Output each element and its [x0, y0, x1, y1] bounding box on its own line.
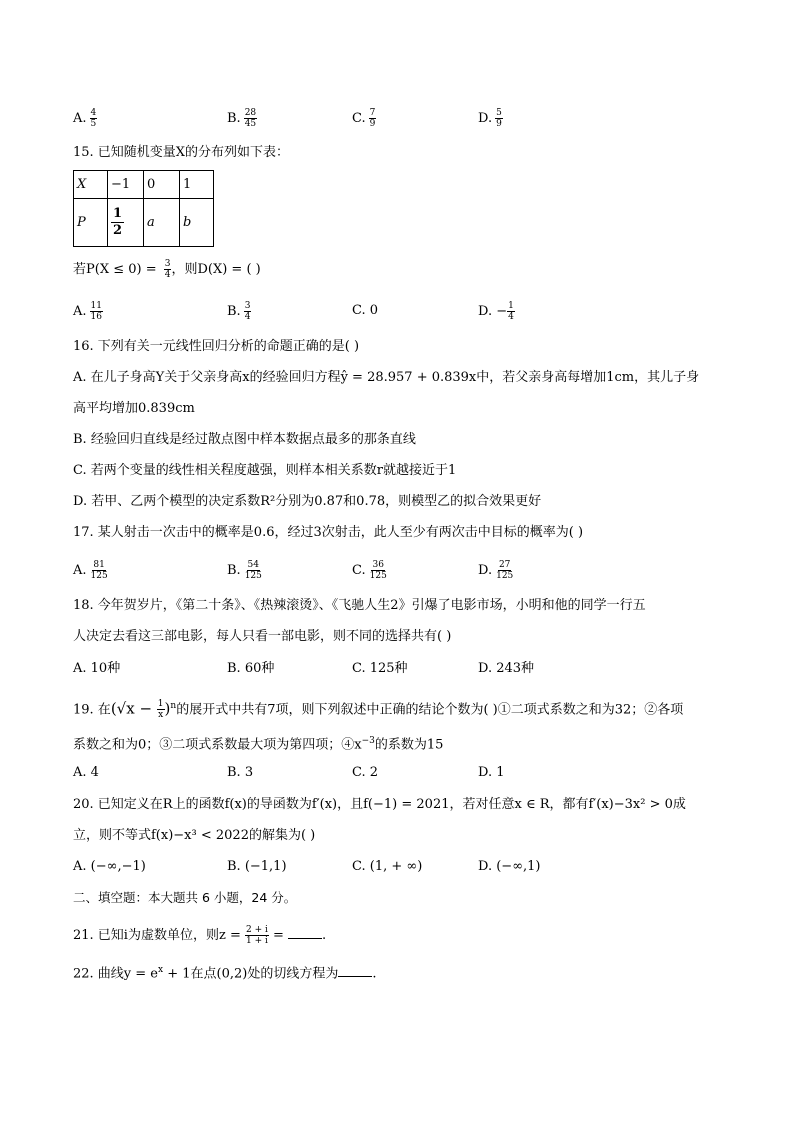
option-label: C. [352, 563, 366, 578]
fraction-numerator: 3 [164, 259, 171, 269]
fraction-denominator: 125 [90, 571, 108, 581]
q20-option-d: D. (−∞,1) [478, 859, 541, 874]
table-cell: a [144, 199, 180, 247]
option-label: A. [73, 111, 87, 126]
binomial-expression: (√x − [110, 699, 157, 718]
stem-text: = [268, 928, 289, 943]
fraction [244, 108, 257, 129]
fraction-numerator: 36 [372, 560, 384, 570]
distribution-table [73, 170, 214, 247]
q17-stem: 17. 某人射击一次击中的概率是0.6，经过3次射击，此人至少有两次击中目标的概率为( ) [73, 525, 584, 540]
q22-stem [73, 960, 376, 984]
fraction-numerator: 81 [93, 560, 105, 570]
stem-text: 的系数为15 [374, 737, 444, 753]
fraction-numerator: 1 [113, 206, 123, 221]
q18-option-c: C. 125种 [352, 661, 408, 676]
q17-option-b [227, 560, 263, 581]
fraction-numerator: 54 [247, 560, 259, 570]
fraction-numerator: 1 [508, 301, 514, 311]
fraction-denominator: 2 [113, 223, 123, 238]
q16-option-a-line1: A. 在儿子身高Y关于父亲身高x的经验回归方程ŷ = 28.957 + 0.839x中，若父亲身高每增加1cm，其儿子身 [73, 370, 700, 385]
section-heading: 二、填空题：本大题共 6 小题，24 分。 [73, 890, 297, 905]
table-cell: b [180, 199, 214, 247]
option-label: A. [73, 563, 87, 578]
stem-text: 22. 曲线y = e [73, 966, 159, 982]
fraction-denominator: 4 [164, 270, 171, 280]
fraction [507, 301, 515, 322]
table-cell: −1 [108, 171, 144, 199]
fraction-numerator: 3 [244, 301, 251, 311]
fraction [157, 699, 165, 720]
q15-option-d [478, 301, 515, 322]
q16-option-c: C. 若两个变量的线性相关程度越强，则样本相关系数r就越接近于1 [73, 463, 457, 478]
q16-option-a-line2: 高平均增加0.839cm [73, 401, 195, 416]
fraction [90, 560, 109, 581]
q18-option-b: B. 60种 [227, 661, 275, 676]
table-cell [108, 199, 144, 247]
q19-stem-line2 [73, 731, 443, 755]
fraction-numerator: 27 [498, 560, 511, 570]
fraction-denominator: 5 [90, 119, 97, 129]
option-label: B. [227, 304, 241, 319]
table-row [74, 199, 214, 247]
q15-option-b [227, 301, 251, 322]
fraction-numerator: 28 [244, 108, 257, 118]
q20-stem-line2: 立，则不等式f(x)−x³ < 2022的解集为( ) [73, 828, 316, 843]
binomial-expression-close: ) [164, 699, 171, 718]
table-row [74, 171, 214, 199]
fraction [495, 108, 503, 129]
q18-stem-line1: 18. 今年贺岁片，《第二十条》、《热辣滚烫》、《飞驰人生2》引爆了电影市场，小明和他的同学一行五 [73, 598, 646, 613]
fraction-numerator: 1 [157, 699, 164, 710]
fraction-denominator: 1 + i [245, 936, 268, 946]
q15-stem: 15. 已知随机变量X的分布列如下表： [73, 145, 290, 160]
stem-text: 19. 在 [73, 702, 111, 718]
fraction-denominator: 45 [244, 119, 257, 129]
answer-blank[interactable] [288, 926, 322, 939]
fraction [495, 560, 514, 581]
fraction-denominator: x [158, 710, 164, 721]
fraction [111, 206, 124, 239]
fraction-numerator: 2 + i [245, 925, 268, 935]
q17-option-d [478, 560, 514, 581]
answer-blank[interactable] [338, 964, 372, 977]
q20-option-a: A. (−∞,−1) [73, 859, 146, 874]
stem-text: 21. 已知i为虚数单位，则z = [73, 928, 245, 943]
stem-text: 系数之和为0；③二项式系数最大项为第四项；④x [73, 737, 362, 753]
q15-condition [73, 259, 261, 280]
q14-option-b [227, 108, 257, 129]
fraction-denominator: 16 [90, 312, 102, 322]
q14-option-a [73, 108, 97, 129]
fraction-denominator: 125 [496, 571, 514, 581]
option-label: C. [352, 111, 366, 126]
option-label: D. − [478, 304, 508, 319]
stem-text: . [372, 966, 377, 982]
exponent: x [158, 965, 164, 975]
option-label: B. [227, 111, 241, 126]
q19-option-d: D. 1 [478, 765, 505, 780]
q16-option-d: D. 若甲、乙两个模型的决定系数R²分别为0.87和0.78，则模型乙的拟合效果更好 [73, 494, 542, 509]
q14-option-d [478, 108, 503, 129]
fraction-numerator: 4 [90, 108, 97, 118]
q15-option-c: C. 0 [352, 303, 379, 318]
table-cell: P [74, 199, 108, 247]
table-cell: X [74, 171, 108, 199]
fraction [369, 108, 377, 129]
exponent: n [170, 701, 177, 711]
q21-stem [73, 925, 326, 946]
stem-text: + 1在点(0,2)处的切线方程为 [163, 966, 339, 982]
q16-option-b: B. 经验回归直线是经过散点图中样本数据点最多的那条直线 [73, 432, 416, 447]
option-label: D. [478, 111, 493, 126]
q18-option-d: D. 243种 [478, 661, 535, 676]
fraction-denominator: 125 [244, 571, 262, 581]
fraction [90, 108, 98, 129]
condition-text: 若P(X ≤ 0) = [73, 262, 161, 277]
exponent: −3 [361, 736, 375, 746]
fraction-denominator: 125 [369, 571, 387, 581]
table-cell: 0 [144, 171, 180, 199]
fraction [369, 560, 388, 581]
stem-text: 的展开式中共有7项，则下列叙述中正确的结论个数为( )①二项式系数之和为32；②各项 [176, 702, 684, 718]
fraction [244, 560, 263, 581]
q17-option-c [352, 560, 388, 581]
q19-stem-line1 [73, 696, 683, 720]
fraction-denominator: 4 [508, 312, 514, 322]
q20-stem-line1: 20. 已知定义在R上的函数f(x)的导函数为f′(x)，且f(−1) = 2021，若对任意x ∈ R，都有f′(x)−3x² > 0成 [73, 797, 686, 812]
condition-text: ，则D(X) = ( ) [171, 262, 261, 277]
fraction-denominator: 9 [496, 119, 502, 129]
q17-option-a [73, 560, 109, 581]
q19-option-a: A. 4 [73, 765, 99, 780]
q18-stem-line2: 人决定去看这三部电影，每人只看一部电影，则不同的选择共有( ) [73, 629, 452, 644]
q14-option-c [352, 108, 376, 129]
option-label: B. [227, 563, 241, 578]
option-label: D. [478, 563, 493, 578]
q18-option-a: A. 10种 [73, 661, 121, 676]
table-cell: 1 [180, 171, 214, 199]
fraction [244, 301, 252, 322]
fraction-numerator: 7 [369, 108, 376, 118]
fraction [90, 301, 103, 322]
q19-option-c: C. 2 [352, 765, 379, 780]
q16-stem: 16. 下列有关一元线性回归分析的命题正确的是( ) [73, 339, 360, 354]
q15-option-a [73, 301, 103, 322]
fraction-denominator: 4 [244, 312, 251, 322]
q19-option-b: B. 3 [227, 765, 254, 780]
option-label: A. [73, 304, 87, 319]
fraction-numerator: 5 [496, 108, 502, 118]
stem-text: . [322, 928, 327, 943]
fraction-numerator: 11 [90, 301, 102, 311]
q20-option-b: B. (−1,1) [227, 859, 287, 874]
fraction [245, 925, 269, 946]
fraction-denominator: 9 [369, 119, 376, 129]
q20-option-c: C. (1, + ∞) [352, 859, 423, 874]
